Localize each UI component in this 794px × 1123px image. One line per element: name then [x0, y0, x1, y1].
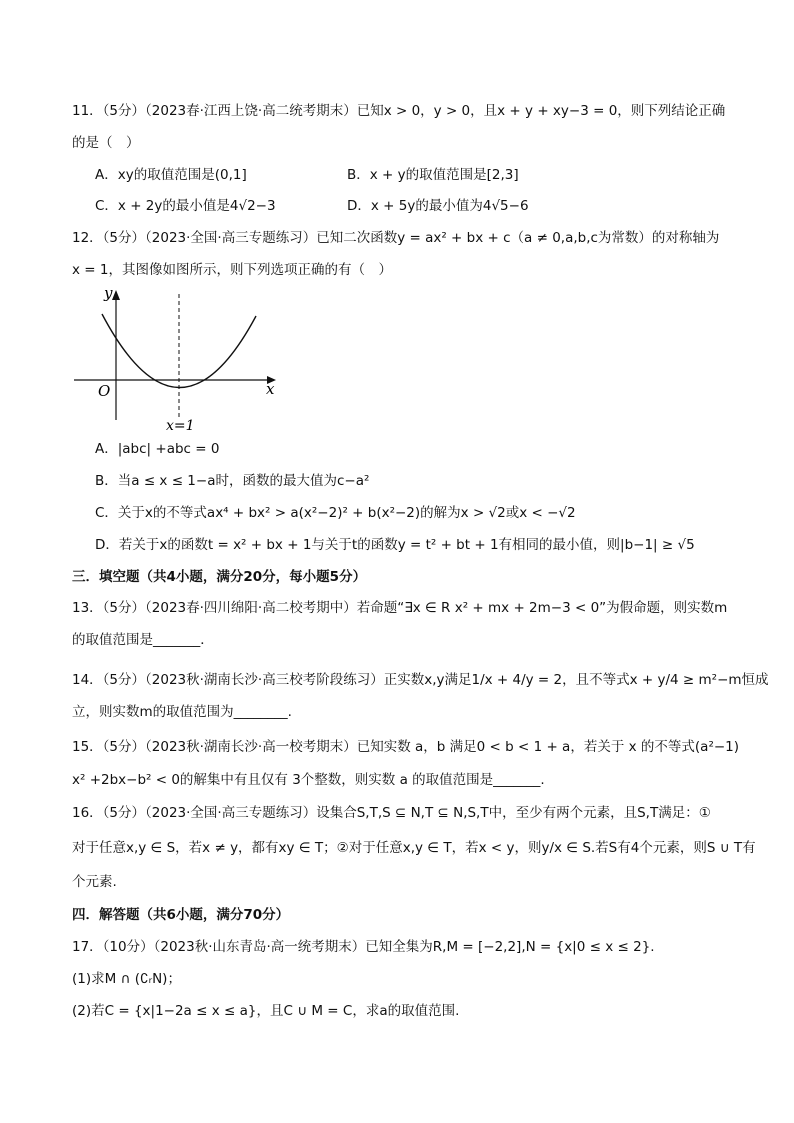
graph-y-label: y — [104, 284, 113, 302]
graph-x-label: x — [266, 380, 275, 398]
q12-stem-line2: x = 1，其图像如图所示，则下列选项正确的有（ ） — [72, 262, 392, 278]
q12-stem-line1: 12．（5分）（2023·全国·高三专题练习）已知二次函数y = ax² + bx + c（a ≠ 0,a,b,c为常数）的对称轴为 — [72, 230, 720, 246]
q11-stem-line2: 的是（ ） — [72, 135, 140, 151]
q13-stem-line2: 的取值范围是_______． — [72, 632, 214, 648]
q16-stem-line1: 16．（5分）（2023·全国·高三专题练习）设集合S,T,S ⊆ N,T ⊆ N,S,T中，至少有两个元素，且S,T满足：① — [72, 805, 711, 821]
q11-option-d: D．x + 5y的最小值为4√5−6 — [347, 198, 529, 214]
y-axis-arrow — [112, 290, 120, 300]
q12-option-b: B．当a ≤ x ≤ 1−a时，函数的最大值为c−a² — [95, 473, 370, 489]
section-4-heading: 四．解答题（共6小题，满分70分） — [72, 907, 290, 923]
q16-stem-line2: 对于任意x,y ∈ S，若x ≠ y，都有xy ∈ T；②对于任意x,y ∈ T，若x < y，则y/x ∈ S.若S有4个元素，则S ∪ T有 — [72, 840, 756, 856]
q17-part-1: (1)求M ∩ (∁ᵣN)； — [72, 971, 181, 987]
q17-stem-line1: 17．（10分）（2023秋·山东青岛·高一统考期末）已知全集为R,M = [−2,2],N = {x|0 ≤ x ≤ 2}. — [72, 939, 655, 955]
q15-stem-line1: 15．（5分）（2023秋·湖南长沙·高一校考期末）已知实数 a，b 满足0 < b < 1 + a，若关于 x 的不等式(a²−1) — [72, 739, 740, 755]
section-3-heading: 三．填空题（共4小题，满分20分，每小题5分） — [72, 569, 367, 585]
q14-stem-line2: 立，则实数m的取值范围为________. — [72, 704, 292, 720]
q12-option-d: D．若关于x的函数t = x² + bx + 1与关于t的函数y = t² + bt + 1有相同的最小值，则|b−1| ≥ √5 — [95, 537, 695, 553]
q11-stem-line1: 11．（5分）（2023春·江西上饶·高二统考期末）已知x > 0，y > 0，且x + y + xy−3 = 0，则下列结论正确 — [72, 103, 726, 119]
q11-option-c: C．x + 2y的最小值是4√2−3 — [95, 198, 276, 214]
q15-stem-line2: x² +2bx−b² < 0的解集中有且仅有 3个整数，则实数 a 的取值范围是_______. — [72, 772, 545, 788]
q11-option-b: B．x + y的取值范围是[2,3] — [347, 167, 519, 183]
graph-origin-label: O — [98, 382, 111, 400]
q17-part-2: (2)若C = {x|1−2a ≤ x ≤ a}，且C ∪ M = C，求a的取值范围. — [72, 1003, 460, 1019]
graph-axis-label: x=1 — [166, 418, 195, 434]
q12-option-c: C．关于x的不等式ax⁴ + bx² > a(x²−2)² + b(x²−2)的解为x > √2或x < −√2 — [95, 505, 576, 521]
q14-stem-line1: 14．（5分）（2023秋·湖南长沙·高三校考阶段练习）正实数x,y满足1/x + 4/y = 2，且不等式x + y/4 ≥ m²−m恒成 — [72, 672, 769, 688]
q13-stem-line1: 13．（5分）（2023春·四川绵阳·高二校考期中）若命题“∃x ∈ R x² + mx + 2m−3 < 0”为假命题，则实数m — [72, 600, 728, 616]
q11-option-a: A．xy的取值范围是(0,1] — [95, 167, 247, 183]
q12-option-a: A．|abc| +abc = 0 — [95, 441, 220, 457]
q16-stem-line3: 个元素. — [72, 874, 117, 890]
parabola-graph — [60, 280, 290, 440]
